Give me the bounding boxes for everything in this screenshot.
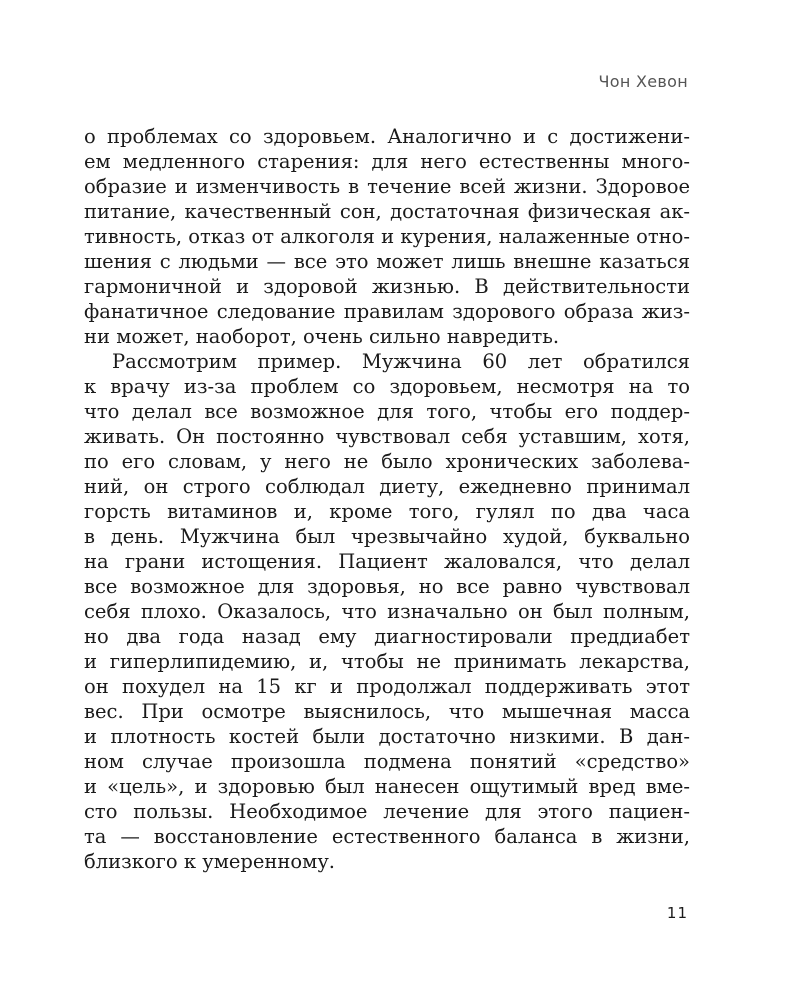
- text-line: о проблемах со здоровьем. Аналогично и с достижени-: [84, 125, 690, 148]
- text-line: Рассмотрим пример. Мужчина 60 лет обратился: [112, 350, 690, 373]
- text-line: в день. Мужчина был чрезвычайно худой, буквально: [84, 525, 690, 548]
- text-line: но два года назад ему диагностировали преддиабет: [84, 625, 690, 648]
- paragraph-1: [84, 124, 690, 349]
- text-line: что делал все возможное для того, чтобы его поддер-: [84, 400, 690, 423]
- text-line: та — восстановление естественного баланса в жизни,: [84, 825, 690, 848]
- body-text: [84, 124, 690, 874]
- text-line: фанатичное следование правилам здорового образа жиз-: [84, 300, 690, 323]
- text-line: сто пользы. Необходимое лечение для этого пациен-: [84, 800, 690, 823]
- paragraph-2: [84, 349, 690, 874]
- text-line: ем медленного старения: для него естественны много-: [84, 150, 690, 173]
- text-line: и «цель», и здоровью был нанесен ощутимый вред вме-: [84, 775, 690, 798]
- text-line: ни может, наоборот, очень сильно навредить.: [84, 325, 560, 348]
- text-line: ний, он строго соблюдал диету, ежедневно принимал: [84, 475, 690, 498]
- text-line: он похудел на 15 кг и продолжал поддерживать этот: [84, 675, 690, 698]
- text-line: и гиперлипидемию, и, чтобы не принимать лекарства,: [84, 650, 690, 673]
- text-line: гармоничной и здоровой жизнью. В действительности: [84, 275, 690, 298]
- text-line: ном случае произошла подмена понятий «средство»: [84, 750, 690, 773]
- text-line: живать. Он постоянно чувствовал себя уставшим, хотя,: [84, 425, 690, 448]
- text-line: питание, качественный сон, достаточная физическая ак-: [84, 200, 690, 223]
- text-line: и плотность костей были достаточно низкими. В дан-: [84, 725, 690, 748]
- text-line: горсть витаминов и, кроме того, гулял по два часа: [84, 500, 690, 523]
- page-number: 11: [666, 904, 688, 922]
- text-line: тивность, отказ от алкоголя и курения, налаженные отно-: [84, 225, 690, 248]
- text-line: близкого к умеренному.: [84, 850, 336, 873]
- text-line: шения с людьми — все это может лишь внешне казаться: [84, 250, 690, 273]
- text-line: по его словам, у него не было хронических заболева-: [84, 450, 690, 473]
- text-line: к врачу из-за проблем со здоровьем, несмотря на то: [84, 375, 690, 398]
- text-line: вес. При осмотре выяснилось, что мышечная масса: [84, 700, 690, 723]
- text-line: себя плохо. Оказалось, что изначально он был полным,: [84, 600, 690, 623]
- text-line: все возможное для здоровья, но все равно чувствовал: [84, 575, 690, 598]
- text-line: на грани истощения. Пациент жаловался, что делал: [84, 550, 690, 573]
- text-line: образие и изменчивость в течение всей жизни. Здоровое: [84, 175, 690, 198]
- running-head-author: Чон Хевон: [598, 72, 688, 91]
